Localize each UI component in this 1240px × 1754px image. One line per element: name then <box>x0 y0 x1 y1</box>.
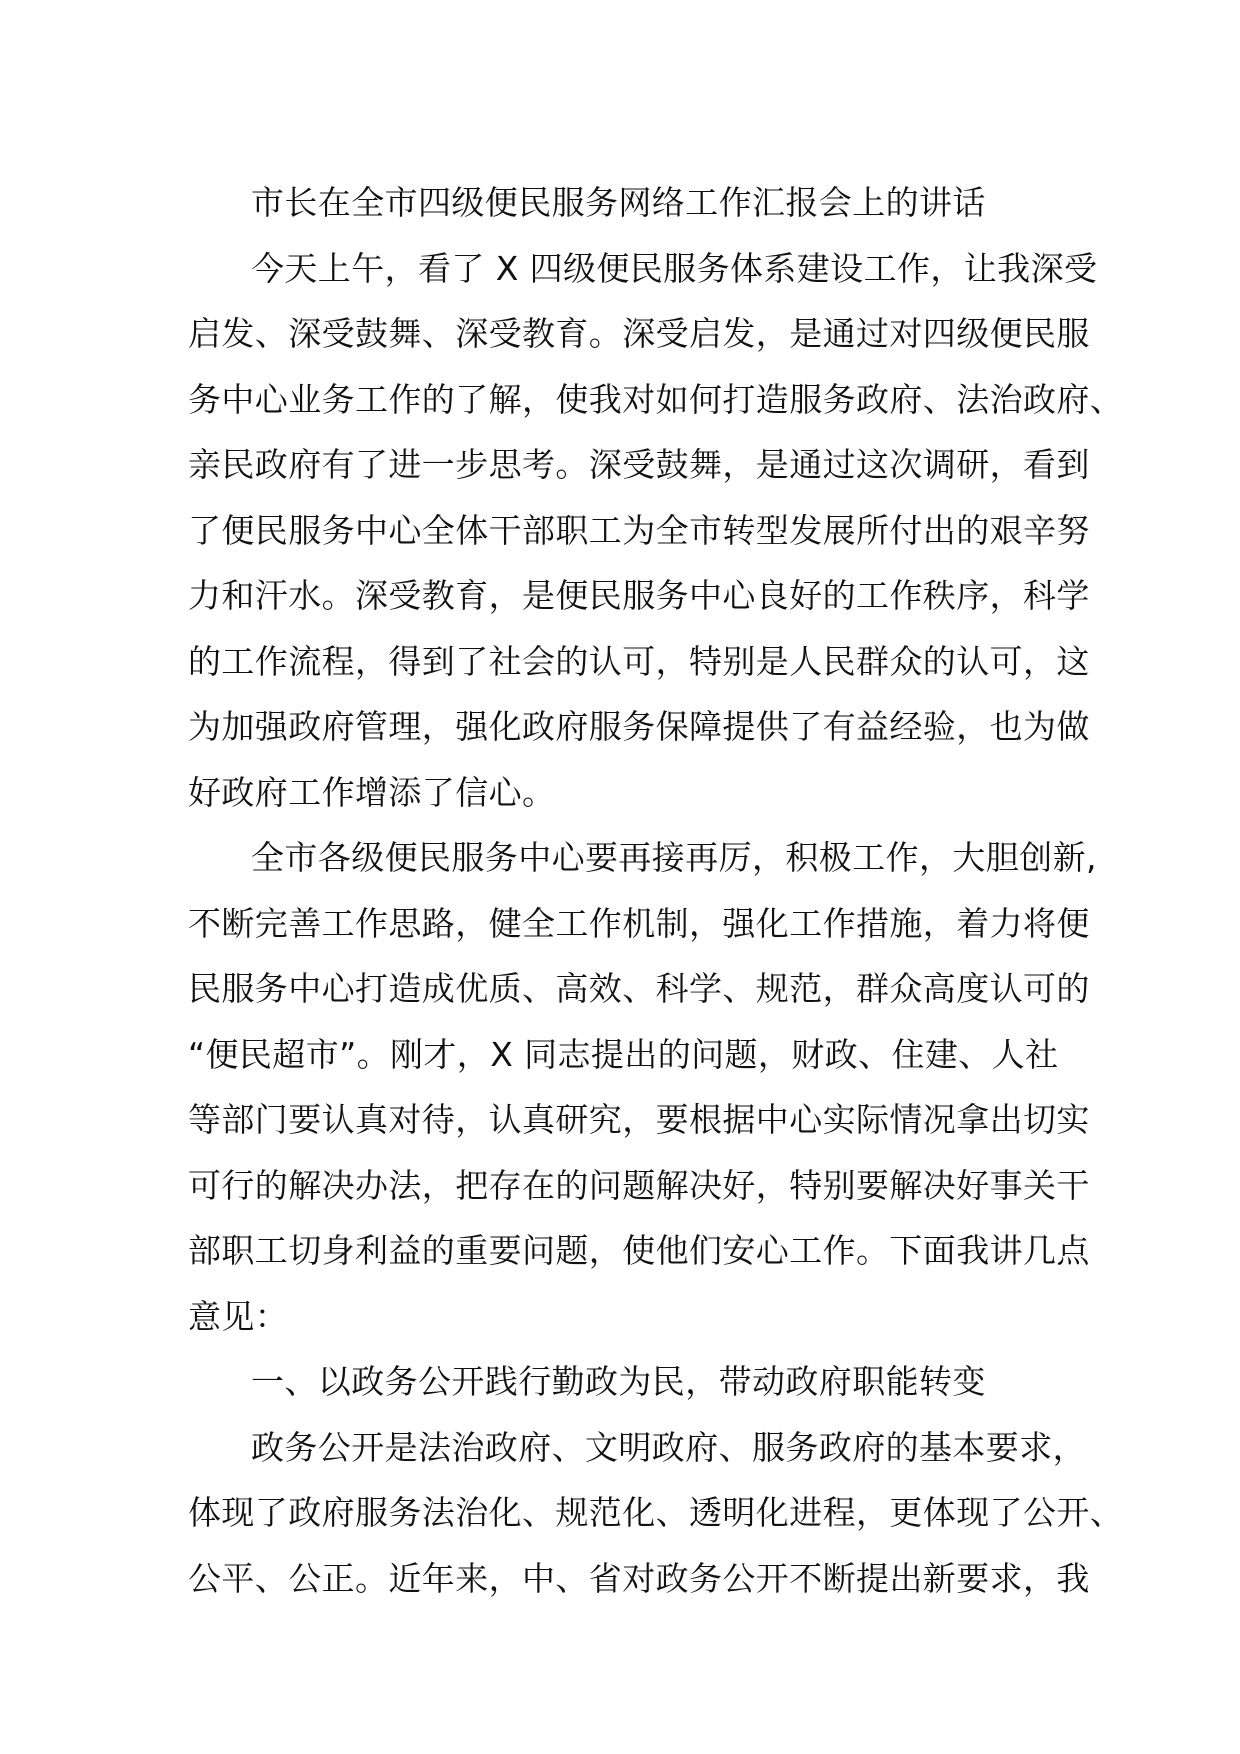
document-body <box>188 170 1124 1611</box>
text-line: 可行的解决办法，把存在的问题解决好，特别要解决好事关干 <box>188 1165 1090 1205</box>
text-line: 为加强政府管理，强化政府服务保障提供了有益经验，也为做 <box>188 707 1090 746</box>
text-line: 意见： <box>188 1296 289 1336</box>
text-line: 亲民政府有了进一步思考。深受鼓舞，是通过这次调研，看到 <box>188 445 1090 484</box>
text-line: 务中心业务工作的了解，使我对如何打造服务政府、法治政府、 <box>188 379 1124 419</box>
text-line: 今天上午，看了 X 四级便民服务体系建设工作，让我深受 <box>251 248 1098 288</box>
text-line: 等部门要认真对待，认真研究，要根据中心实际情况拿出切实 <box>188 1100 1090 1139</box>
text-line: 公平、公正。近年来，中、省对政务公开不断提出新要求，我 <box>188 1558 1090 1598</box>
text-line: 力和汗水。深受教育，是便民服务中心良好的工作秩序，科学 <box>188 576 1090 615</box>
text-line: 好政府工作增添了信心。 <box>188 772 556 812</box>
text-line: 民服务中心打造成优质、高效、科学、规范，群众高度认可的 <box>188 969 1090 1008</box>
text-line: 政务公开是法治政府、文明政府、服务政府的基本要求， <box>251 1427 1086 1467</box>
text-line: 启发、深受鼓舞、深受教育。深受启发，是通过对四级便民服 <box>188 314 1090 353</box>
text-line: 部职工切身利益的重要问题，使他们安心工作。下面我讲几点 <box>188 1231 1090 1270</box>
text-line: “便民超市”。刚才，X 同志提出的问题，财政、住建、人社 <box>188 1034 1059 1074</box>
text-line: 了便民服务中心全体干部职工为全市转型发展所付出的艰辛努 <box>188 510 1090 550</box>
text-line: 全市各级便民服务中心要再接再厉，积极工作，大胆创新, <box>251 838 1097 877</box>
text-line: 不断完善工作思路，健全工作机制，强化工作措施，着力将便 <box>188 903 1090 943</box>
text-line: 一、以政务公开践行勤政为民，带动政府职能转变 <box>251 1362 986 1401</box>
text-line: 体现了政府服务法治化、规范化、透明化进程，更体现了公开、 <box>188 1493 1124 1532</box>
document-title: 市长在全市四级便民服务网络工作汇报会上的讲话 <box>251 183 986 222</box>
text-line: 的工作流程，得到了社会的认可，特别是人民群众的认可，这 <box>188 641 1090 681</box>
